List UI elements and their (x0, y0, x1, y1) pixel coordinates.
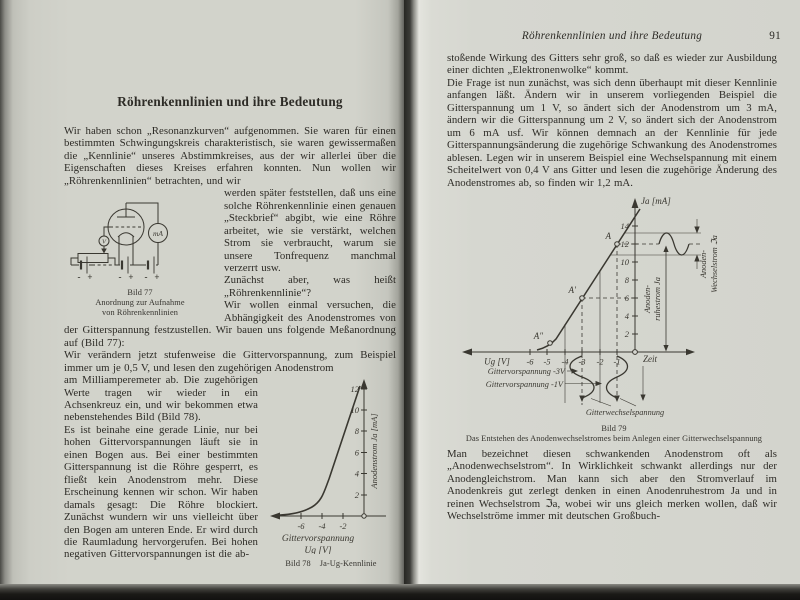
svg-text:8: 8 (354, 426, 359, 437)
svg-text:-2: -2 (339, 521, 347, 532)
svg-text:4: 4 (354, 468, 359, 479)
x-axis-arrow-icon (270, 513, 280, 520)
svg-text:6: 6 (354, 447, 359, 458)
paragraph: Zunächst aber, was heißt „Röhrenkennlinie“? (224, 274, 396, 299)
bias-3v-label: Gittervorspannung -3V (487, 366, 565, 376)
figure-78-caption: Bild 78 Ja-Ug-Kennlinie (285, 559, 377, 569)
right-page-content (447, 30, 781, 523)
paragraph: Wir verändern jetzt stufenweise die Gittervorspannung, zum Beispiel immer um je 0,5 V, und lesen den zugehörigen Anodenstrom (64, 349, 396, 374)
figure-77-caption: Bild 77 Anordnung zur Aufnahme von Röhrenkennlinien (95, 288, 185, 318)
grid-ac-label: Gitterwechselspannung (585, 407, 665, 417)
svg-text:+: + (154, 272, 160, 283)
svg-text:2: 2 (624, 328, 629, 339)
paragraph: Es ist beinahe eine gerade Linie, nur bei hohen Gittervorspannungen läuft sie in einen Bogen aus. Bei einer bestimmten Gitterspannung ist die Röhre gesperrt, es fließt kein Anodenstrom mehr. Diese Erscheinung kennen wir schon. Wir haben damals gesagt: Die Röhre blockiert. Zunächst wundern wir uns vielleicht über den Bogen am unteren Ende. Er wird durch die Raumladung hervorgerufen. Bei hohen negativen Gittervorspannungen ist die ab- (64, 423, 258, 561)
svg-text:-: - (144, 272, 148, 283)
battery-polarity-labels (78, 272, 160, 282)
svg-text:10: 10 (350, 405, 359, 416)
origin-point (633, 350, 638, 355)
svg-text:6: 6 (624, 292, 629, 303)
anode-ac-label-2: Wechselstrom ℑa (710, 235, 719, 293)
svg-text:+: + (128, 272, 134, 283)
left-page-content (64, 94, 396, 569)
anode-dc-label-2: ruhestrom Ja (653, 277, 662, 321)
page-number: 91 (769, 30, 781, 42)
svg-text:10: 10 (620, 256, 629, 267)
fig79-y-axis-label: Ja [mA] (641, 195, 671, 206)
origin-point (362, 514, 366, 518)
svg-text:-: - (77, 272, 81, 283)
point-a-dblprime-label: A″ (533, 330, 543, 341)
svg-text:-4: -4 (318, 521, 326, 532)
point-a-dblprime (548, 341, 553, 346)
bias-1v-label: Gittervorspannung -1V (485, 379, 563, 389)
y-axis-arrow-icon (361, 379, 368, 389)
svg-text:-1: -1 (613, 356, 621, 367)
anode-dc-label-1: Anoden- (643, 284, 652, 314)
svg-text:-5: -5 (543, 356, 551, 367)
svg-text:8: 8 (624, 274, 629, 285)
anode-ac-sine-wave (659, 233, 689, 255)
fig78-y-axis-label: Anodenstrom Ja [mA] (369, 413, 379, 489)
figure-78-curve (266, 376, 396, 569)
fig79-y-ticks (621, 221, 630, 339)
fig79-x-axis-label: Ug [V] (484, 356, 510, 367)
point-a-label: A (605, 230, 611, 241)
paragraph: stoßende Wirkung des Gitters sehr groß, so daß es wieder zur Ausbildung einer dichten „Elektronenwolke“ kommt. (447, 52, 777, 77)
point-a-prime-label: A′ (568, 284, 576, 295)
svg-text:14: 14 (620, 220, 629, 231)
svg-text:+: + (87, 272, 93, 283)
point-a (615, 242, 620, 247)
book-edge-shadow (0, 584, 800, 600)
paragraph: Man bezeichnet diesen schwankenden Anodenstrom oft als „Anodenwechselstrom“. In Wirklichkeit schwankt allerdings nur der Anodengleichstrom. Man kann sich aber den Stromverlauf im Anodenkreis gut zerlegt denken in einen Anodenruhestrom Ja und in reinen Wechselstrom ℑa, wobei wir uns gleich merken wollen, daß wir Wechselströme immer mit deutschen Großbuch- (447, 447, 777, 523)
chapter-title: Röhrenkennlinien und ihre Bedeutung (117, 94, 343, 109)
figure-77-circuit (64, 191, 216, 318)
paragraph: am Milliamperemeter ab. Die zugehörigen Werte tragen wir wieder in ein Achsenkreuz ein, und wir bekommen etwa nebenstehendes Bild (Bild 78). (64, 374, 258, 424)
svg-text:-: - (118, 272, 122, 283)
potentiometer-icon (78, 254, 108, 263)
svg-text:-2: -2 (596, 356, 604, 367)
anode-ac-construction-chart (453, 191, 775, 419)
svg-text:-6: -6 (297, 521, 305, 532)
figure-79-diagram (453, 191, 775, 444)
svg-text:12: 12 (620, 238, 629, 249)
fig78-x-ticks (297, 521, 347, 531)
fig78-x-axis-unit: Ug [V] (304, 546, 332, 555)
svg-text:4: 4 (624, 310, 629, 321)
wiper-arrow-icon (101, 249, 107, 254)
svg-text:-3: -3 (578, 356, 586, 367)
point-a-prime (580, 296, 585, 301)
figure-79-caption: Bild 79 Das Entstehen des Anodenwechselstromes beim Anlegen einer Gitterwechselspannung (465, 423, 763, 443)
paragraph: werden später feststellen, daß uns eine solche Röhrenkennlinie einen genauen „Steckbrief“ abgibt, wie eine Röhre arbeitet, wie sie verstärkt, welchen Strom sie verbraucht, warum sie unsere Tonfrequenz manchmal verzerrt usw. (224, 187, 396, 274)
triode-tube-icon (108, 203, 144, 265)
voltmeter-label: V (102, 238, 106, 246)
time-axis-label: Zeit (643, 353, 658, 364)
svg-text:-6: -6 (526, 356, 534, 367)
paragraph: Wir wollen einmal versuchen, die Abhängigkeit des Anodenstromes von der Gitterspannung festzustellen. Wir bauen uns folgende Meßanordnung auf (Bild 77): (64, 299, 396, 349)
svg-text:2: 2 (354, 490, 359, 501)
svg-text:-4: -4 (561, 356, 569, 367)
fig79-x-ticks (526, 356, 620, 366)
running-header-title: Röhrenkennlinien und ihre Bedeutung (521, 30, 703, 42)
milliammeter-label: mA (153, 229, 163, 239)
characteristic-curve (280, 386, 360, 515)
ja-ug-characteristic-chart (266, 376, 396, 554)
anode-ac-label-1: Anoden- (699, 249, 708, 279)
svg-text:12: 12 (350, 384, 359, 395)
running-header (447, 30, 781, 52)
paragraph: Wir haben schon „Resonanzkurven“ aufgenommen. Sie waren für einen bestimmten Schwingungskreis charakteristisch, sie waren gewissermaßen die „Kennlinie“ unseres Abstimmkreises, aus der wir allerlei über die Eigenschaften dieses Kreises erfahren konnten. Nun wollen wir „Röhrenkennlinien“ betrachten, und wir (64, 125, 396, 187)
fig78-x-axis-label: Gittervorspannung (281, 534, 355, 545)
paragraph: Die Frage ist nun zunächst, was sich denn überhaupt mit dieser Kennlinie anfangen läßt. Ändern wir in unserem vorliegenden Beispiel die Gitterspannung um 1 V, so ändert sich der Anodenstrom um 3 mA, ändern wir die Gitterspannung um 2 V, so ändert sich der Anodenstrom um 6 mA usf. Wir können demnach an der Kennlinie für jede Gitterspannungsänderung die zugehörige Schwankung des Anodenstromes ablesen. Legen wir in unserem Beispiel eine Wechselspannung mit einem Scheitelwert von 0,4 V ans Gitter und lesen die zugehörige Änderung des Anodenstromes ab, so finden wir 1,2 mA. (447, 76, 777, 189)
circuit-diagram (64, 191, 216, 283)
